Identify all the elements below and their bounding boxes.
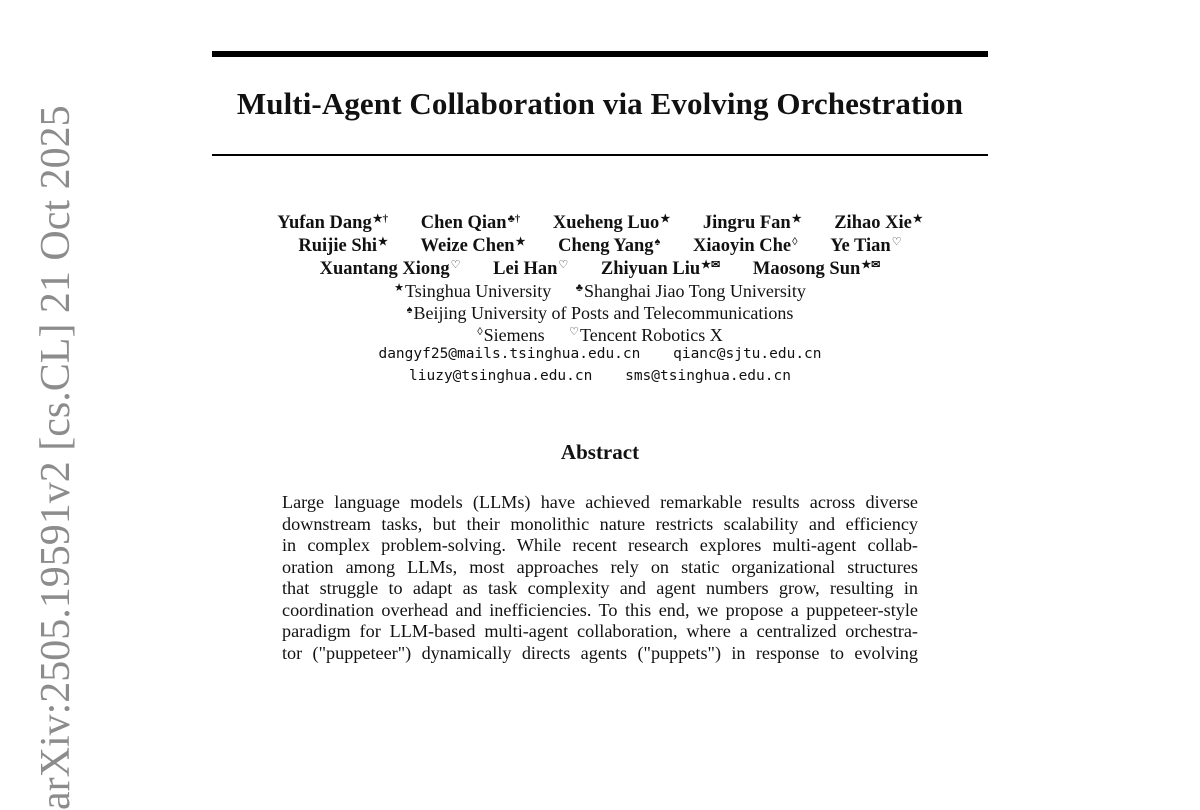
author: Xueheng Luo★ [552, 213, 671, 233]
author-block [0, 208, 1200, 387]
email-line [0, 343, 1200, 365]
author: Zihao Xie★ [834, 213, 923, 233]
abstract-line: tor ("puppeteer") dynamically directs agents ("puppets") in response to evolving [282, 642, 918, 663]
author: Jingru Fan★ [702, 213, 802, 233]
abstract-heading: Abstract [560, 440, 640, 464]
author: Xiaoyin Che◊ [692, 236, 798, 256]
author-email: sms@tsinghua.edu.cn [625, 368, 791, 384]
affiliation: ★Tsinghua University [394, 281, 552, 301]
author: Ye Tian♡ [830, 236, 902, 256]
abstract-line: Large language models (LLMs) have achieved remarkable results across diverse [282, 492, 918, 512]
abstract-line: oration among LLMs, most approaches rely on static organizational structures [282, 556, 918, 577]
affiliation: ♡Tencent Robotics X [569, 325, 723, 345]
author: Zhiyuan Liu★✉ [600, 259, 721, 279]
author-email: liuzy@tsinghua.edu.cn [409, 368, 593, 384]
affiliation: ◊Siemens [477, 325, 545, 345]
author-email: dangyf25@mails.tsinghua.edu.cn [378, 346, 641, 362]
affiliation-line [0, 321, 1200, 343]
abstract-line: in complex problem-solving. While recent research explores multi-agent collab- [282, 535, 918, 555]
affiliation: ♣Shanghai Jiao Tong University [575, 281, 806, 301]
author: Lei Han♡ [493, 259, 569, 279]
affiliation-line [0, 277, 1200, 299]
affiliation-line [0, 299, 1200, 321]
title-bottom-rule [212, 154, 988, 156]
author-line [0, 231, 1200, 254]
abstract-body [282, 492, 918, 664]
arxiv-identifier-stamp [28, 105, 79, 810]
abstract-line: that struggle to adapt as task complexity and agent numbers grow, resulting in [282, 578, 918, 598]
paper-title: Multi-Agent Collaboration via Evolving Orchestration [236, 86, 964, 121]
email-line [0, 365, 1200, 387]
author: Chen Qian♣† [420, 213, 521, 233]
arxiv-identifier-text: arXiv:2505.19591v2 [cs.CL] 21 Oct 2025 [33, 105, 79, 810]
author-line [0, 254, 1200, 277]
abstract-line: coordination overhead and inefficiencies. To this end, we propose a puppeteer-style [282, 599, 918, 620]
author: Yufan Dang★† [277, 213, 389, 233]
author: Maosong Sun★✉ [752, 259, 881, 279]
author-email: qianc@sjtu.edu.cn [673, 346, 822, 362]
author: Cheng Yang♠ [558, 236, 661, 256]
author: Weize Chen★ [420, 236, 526, 256]
abstract-line: downstream tasks, but their monolithic nature restricts scalability and efficiency [282, 513, 918, 534]
abstract-line: paradigm for LLM-based multi-agent collaboration, where a centralized orchestra- [282, 621, 918, 641]
author: Ruijie Shi★ [298, 236, 388, 256]
author: Xuantang Xiong♡ [319, 259, 461, 279]
title-top-rule [212, 51, 988, 57]
affiliation: ♠Beijing University of Posts and Telecommunications [406, 303, 794, 323]
author-line [0, 208, 1200, 231]
